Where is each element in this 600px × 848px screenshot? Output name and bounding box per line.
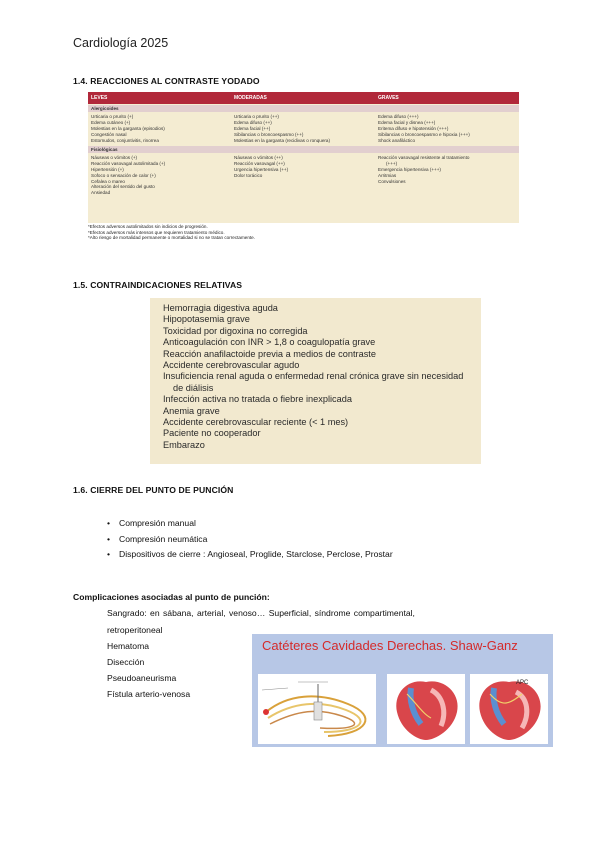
col-header-graves: GRAVES (378, 95, 399, 101)
table-cell: Molestias en la garganta (episodios) (91, 125, 165, 131)
catheter-illustration (258, 674, 376, 744)
table-cell: Urticaria o prurito (+) (91, 114, 134, 119)
list-item: Anticoagulación con INR > 1,8 o coagulopatía grave (163, 337, 376, 348)
table-cell: Ansiedad (91, 190, 111, 196)
closure-methods-list (107, 516, 393, 563)
complication-item: Fístula arterio-venosa (107, 689, 191, 699)
table-cell: Shock anafiláctico (378, 137, 416, 143)
table-cell: Edema facial (++) (234, 125, 271, 131)
table-cell: Urgencia hipertensiva (++) (234, 166, 289, 172)
table-header-row (88, 92, 519, 104)
table-cell: Eritema difuso e hipotensión (+++) (378, 125, 449, 131)
heart-diagram-1 (387, 674, 465, 744)
band-label: Alergicoides (91, 106, 119, 111)
table-footnotes (88, 224, 255, 241)
heart-diagram-2 (470, 674, 548, 744)
complication-item: retroperitoneal (107, 625, 163, 635)
list-item: Paciente no cooperador (163, 428, 261, 439)
table-cell: Convulsiones (378, 178, 406, 184)
bullet-text: Compresión manual (119, 518, 196, 528)
table-cell: (+++) (386, 160, 398, 166)
fisiologicas-leves (91, 155, 165, 196)
complication-item: Hematoma (107, 641, 150, 651)
band-alergicoides (88, 105, 519, 112)
list-item: Anemia grave (163, 405, 220, 416)
table-cell: Edema difuso (++) (234, 119, 272, 125)
bullet-text: Dispositivos de cierre : Angioseal, Proglide, Starclose, Perclose, Prostar (119, 549, 393, 559)
table-cell: Edema facial y disnea (+++) (378, 119, 436, 125)
col-header-leves: LEVES (91, 95, 108, 101)
apc-label: APC (516, 680, 529, 686)
table-cell: Cefalea o mareo (91, 178, 125, 184)
swan-ganz-figure (252, 634, 553, 747)
table-cell: Urticaria o prurito (++) (234, 114, 279, 119)
list-item: Reacción anafilactoide previa a medios de contraste (163, 348, 376, 359)
complications-title: Complicaciones asociadas al punto de punción: (73, 592, 270, 602)
complication-item: Pseudoaneurisma (107, 673, 177, 683)
section-heading-1-4: 1.4. REACCIONES AL CONTRASTE YODADO (73, 76, 260, 86)
list-item (107, 547, 393, 563)
band-fisiologicas (88, 146, 519, 153)
section-heading-1-5: 1.5. CONTRAINDICACIONES RELATIVAS (73, 280, 243, 290)
table-cell: Edema cutáneo (+) (91, 119, 131, 125)
bullet-icon: • (107, 533, 111, 544)
table-cell: Sofoco o sensación de calor (+) (91, 172, 156, 178)
table-cell: Dolor torácico (234, 172, 263, 178)
table-cell: Molestias en la garganta (recidivas o ronquera) (234, 137, 331, 143)
footnote: *Efectos adversos más intensos que requieren tratamiento médico. (88, 229, 225, 235)
list-item: Insuficiencia renal aguda o enfermedad renal crónica grave sin necesidad (163, 371, 464, 382)
list-item: Embarazo (163, 439, 205, 450)
table-cell: Sibilancias o broncoespasmo e hipoxia (+++) (378, 131, 470, 137)
table-cell: Sibilancias o broncoespasmo (++) (234, 131, 304, 137)
table-cell: Emergencia hipertensiva (+++) (378, 166, 441, 172)
document-header: Cardiología 2025 (73, 36, 169, 50)
complication-item: Sangrado: en sábana, arterial, venoso… Superficial, síndrome compartimental, (107, 608, 415, 618)
table-cell: Estornudos, conjuntivitis, rinorrea (91, 137, 159, 143)
list-item: Hipopotasemia grave (163, 314, 250, 325)
list-item (107, 516, 393, 532)
table-cell: Arritmias (378, 172, 397, 178)
table-cell: Náuseas o vómitos (++) (234, 155, 283, 160)
complication-item: Disección (107, 657, 145, 667)
footnote: *Alto riesgo de mortalidad permanente o mortalidad si no se tratan correctamente. (88, 235, 255, 241)
band-label: Fisiológicas (91, 147, 118, 152)
contraindications-list (150, 298, 481, 451)
fisiologicas-graves (378, 155, 469, 184)
list-item (107, 532, 393, 548)
alergicoides-graves (378, 114, 470, 143)
contrast-reactions-table (88, 92, 519, 223)
list-item: Hemorragia digestiva aguda (163, 303, 278, 313)
bullet-icon: • (107, 518, 111, 528)
list-item: Infección activa no tratada o fiebre inexplicada (163, 394, 352, 405)
table-cell: Hipertensión (+) (91, 166, 124, 172)
table-cell: Reacción vasovagal resistente al tratamiento (378, 155, 470, 160)
list-item: Accidente cerebrovascular reciente (< 1 mes) (163, 417, 349, 428)
list-item: Toxicidad por digoxina no corregida (163, 325, 308, 336)
footnote: *Efectos adversos autolimitados sin indicios de progresión. (88, 224, 208, 229)
col-header-moderadas: MODERADAS (234, 95, 267, 101)
section-heading-1-6: 1.6. CIERRE DEL PUNTO DE PUNCIÓN (73, 485, 234, 495)
table-cell: Reacción vasovagal autolimitada (+) (91, 160, 166, 166)
contraindications-box (150, 298, 481, 464)
table-cell: Reacción vasovagal (++) (234, 160, 285, 166)
table-cell: Congestión nasal (91, 131, 127, 137)
bullet-text: Compresión neumática (119, 533, 208, 544)
table-cell: Alteración del sentido del gusto (91, 184, 155, 190)
bullet-icon: • (107, 549, 111, 559)
table-cell: Náuseas o vómitos (+) (91, 155, 138, 160)
fisiologicas-moderadas (234, 155, 288, 179)
list-item: de diálisis (173, 382, 214, 393)
table-cell: Edema difuso (+++) (378, 114, 419, 119)
alergicoides-moderadas (234, 114, 330, 143)
list-item: Accidente cerebrovascular agudo (163, 360, 300, 371)
alergicoides-leves (91, 114, 165, 143)
figure-title: Catéteres Cavidades Derechas. Shaw-Ganz (262, 638, 518, 653)
